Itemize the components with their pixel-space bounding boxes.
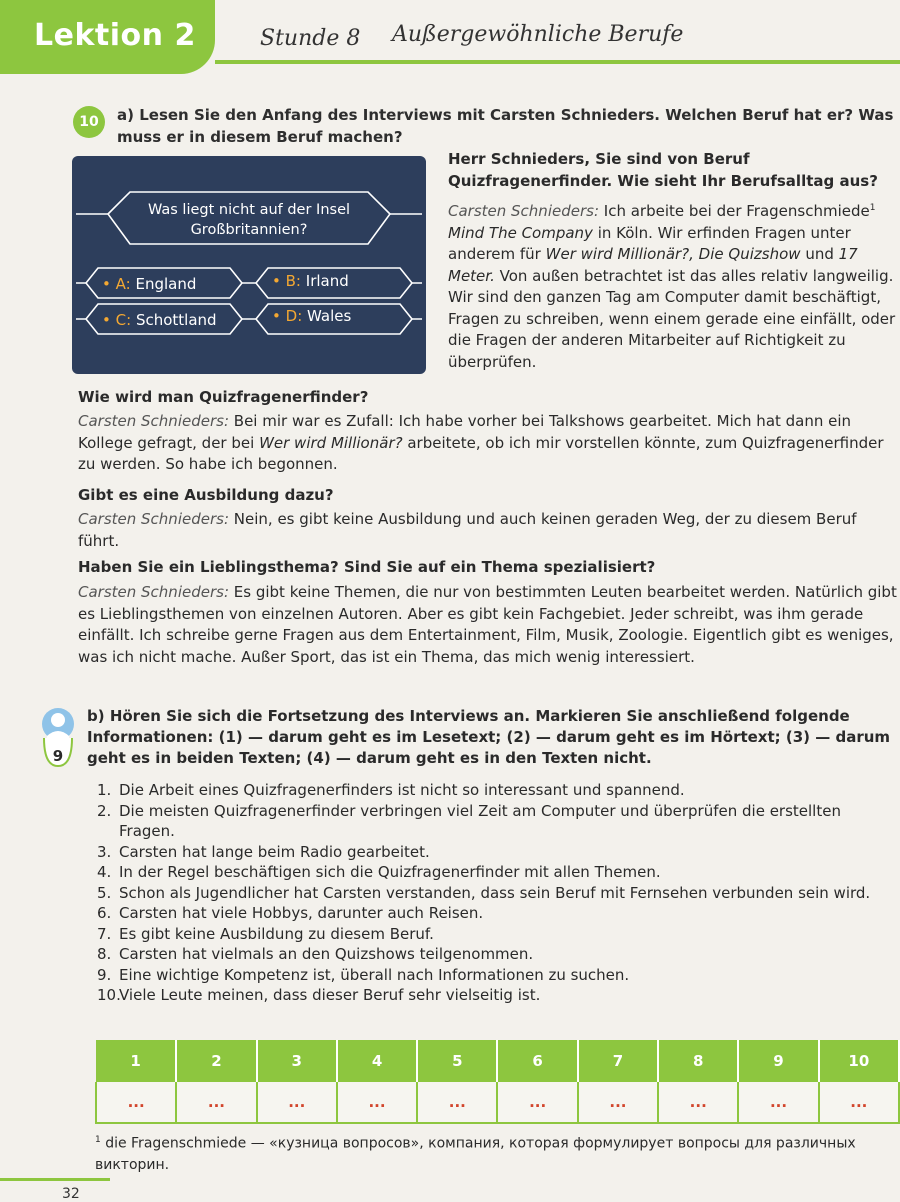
answer-cell[interactable]: ... <box>417 1082 497 1123</box>
quiz-answer-c: • C: Schottland <box>102 311 217 329</box>
interview-answer-3: Carsten Schnieders: Nein, es gibt keine Ausbildung und auch keinen geraden Weg, der zu diesem Beruf führt. <box>78 510 857 550</box>
list-item: 9. Eine wichtige Kompetenz ist, überall nach Informationen zu suchen. <box>97 965 630 984</box>
footnote-ref: 1 <box>869 203 876 213</box>
task-number-badge: 10 <box>73 106 105 138</box>
quiz-answer-b: • B: Irland <box>272 272 349 290</box>
list-item: 3. Carsten hat lange beim Radio gearbeitet. <box>97 842 430 861</box>
task-b-instruction <box>87 706 900 769</box>
footer-rule <box>0 1178 110 1181</box>
table-header-cell: 5 <box>417 1040 497 1082</box>
interview-answer-1: Carsten Schnieders: Ich arbeite bei der Fragenschmiede$^1$ Mind The Company in Köln. Wir erfinden Fragen unter anderem für Wer wird Millionär?, Die Quizshow und 17 Meter. Von außen betrachtet ist das alles relativ langweilig. Wir sind den ganzen Tag am Computer damit beschäftigt, Fragen zu schreiben, wenn einem gerade eine einfällt, oder die Fragen der anderen Mitarbeiter auf Richtigkeit zu überprüfen. <box>448 202 896 371</box>
task-a-label: a) <box>117 106 134 124</box>
answer-table <box>95 1040 900 1124</box>
quiz-show-graphic <box>72 156 426 374</box>
table-header-cell: 4 <box>337 1040 417 1082</box>
footnote <box>95 1130 900 1176</box>
answer-cell[interactable]: ... <box>337 1082 417 1123</box>
interview-question-4: Haben Sie ein Lieblingsthema? Sind Sie auf ein Thema spezialisiert? <box>78 558 656 576</box>
table-header-cell: 7 <box>578 1040 658 1082</box>
quiz-question-line-2: Großbritannien? <box>190 222 308 238</box>
answer-cell[interactable]: ... <box>819 1082 899 1123</box>
statement-list <box>97 780 900 1006</box>
task-b-text: Hören Sie sich die Fortsetzung des Interviews an. Markieren Sie anschließend folgende Informationen: (1) — darum geht es im Lesetext; (2) — darum geht es im Hörtext; (3) — darum geht es in beiden Texten; (4) — darum geht es in den Texten nicht. <box>87 707 891 767</box>
quiz-question <box>112 200 386 240</box>
interview-question-3: Gibt es eine Ausbildung dazu? <box>78 486 334 504</box>
table-header-cell: 3 <box>257 1040 337 1082</box>
interview-question-1: Herr Schnieders, Sie sind von Beruf Quizfragenerfinder. Wie sieht Ihr Berufsalltag aus? <box>448 150 878 190</box>
answer-cell[interactable]: ... <box>96 1082 176 1123</box>
footnote-mark: 1 <box>95 1135 101 1145</box>
answer-cell[interactable]: ... <box>497 1082 577 1123</box>
table-header-cell: 9 <box>738 1040 818 1082</box>
table-header-cell: 6 <box>497 1040 577 1082</box>
answer-table-header <box>96 1040 899 1082</box>
answer-cell[interactable]: ... <box>578 1082 658 1123</box>
audio-track-icon[interactable] <box>40 706 76 770</box>
page-number: 32 <box>62 1186 80 1202</box>
table-header-cell: 1 <box>96 1040 176 1082</box>
quiz-answer-a: • A: England <box>102 275 197 293</box>
interview-answer-4: Carsten Schnieders: Es gibt keine Themen, die nur von bestimmten Leuten bearbeitet werden. Natürlich gibt es Lieblingsthemen von einzelnen Autoren. Aber es gibt kein Fachgebiet. Jeder schreibt, was ihm gerade einfällt. Ich schreibe gerne Fragen aus dem Entertainment, Film, Musik, Zoologie. Eigentlich gibt es weniges, was ich nicht mache. Außer Sport, das ist ein Thema, das mich wenig interessiert. <box>78 583 897 666</box>
task-a-instruction <box>117 104 900 148</box>
answer-cell[interactable]: ... <box>176 1082 256 1123</box>
table-header-cell: 2 <box>176 1040 256 1082</box>
list-item: 1. Die Arbeit eines Quizfragenerfinders ist nicht so interessant und spannend. <box>97 781 685 799</box>
stunde-label: Stunde 8 <box>260 26 361 51</box>
interview-question-2: Wie wird man Quizfragenerfinder? <box>78 388 369 406</box>
lesson-title: Außergewöhnliche Berufe <box>392 22 684 47</box>
answer-cell[interactable]: ... <box>738 1082 818 1123</box>
answer-cell[interactable]: ... <box>257 1082 337 1123</box>
task-b-label: b) <box>87 707 105 725</box>
table-header-cell: 8 <box>658 1040 738 1082</box>
list-item: 8. Carsten hat vielmals an den Quizshows teilgenommen. <box>97 945 534 963</box>
audio-track-number: 9 <box>52 747 64 765</box>
list-item: 4. In der Regel beschäftigen sich die Quizfragenerfinder mit allen Themen. <box>97 863 661 881</box>
footnote-text: die Fragenschmiede — «кузница вопросов», компания, которая формулирует вопросы для различных викторин. <box>95 1135 856 1173</box>
answer-cell[interactable]: ... <box>658 1082 738 1123</box>
list-item: 10. Viele Leute meinen, dass dieser Beruf sehr vielseitig ist. <box>97 986 541 1004</box>
answer-table-row <box>96 1082 899 1123</box>
list-item: 2. Die meisten Quizfragenerfinder verbringen viel Zeit am Computer und überprüfen die erstellten Fragen. <box>97 801 841 840</box>
header-rule <box>215 60 900 64</box>
quiz-frames <box>72 156 426 374</box>
lektion-label: Lektion 2 <box>34 18 196 53</box>
quiz-question-line-1: Was liegt nicht auf der Insel <box>147 202 351 218</box>
task-a-text: Lesen Sie den Anfang des Interviews mit Carsten Schnieders. Welchen Beruf hat er? Was muss er in diesem Beruf machen? <box>117 106 894 146</box>
table-header-cell: 10 <box>819 1040 899 1082</box>
list-item: 5. Schon als Jugendlicher hat Carsten verstanden, dass sein Beruf mit Fernsehen verbunden sein wird. <box>97 883 871 902</box>
list-item: 7. Es gibt keine Ausbildung zu diesem Beruf. <box>97 924 434 943</box>
list-item: 6. Carsten hat viele Hobbys, darunter auch Reisen. <box>97 904 484 922</box>
speaker-name: Carsten Schnieders: <box>448 202 599 220</box>
quiz-answer-d: • D: Wales <box>272 307 352 325</box>
interview-answer-2: Carsten Schnieders: Bei mir war es Zufall: Ich habe vorher bei Talkshows gearbeitet. Mich hat dann ein Kollege gefragt, der bei Wer wird Millionär? arbeitete, ob ich mir vorstellen könnte, zum Quizfragenerfinder zu werden. So habe ich begonnen. <box>78 412 884 473</box>
